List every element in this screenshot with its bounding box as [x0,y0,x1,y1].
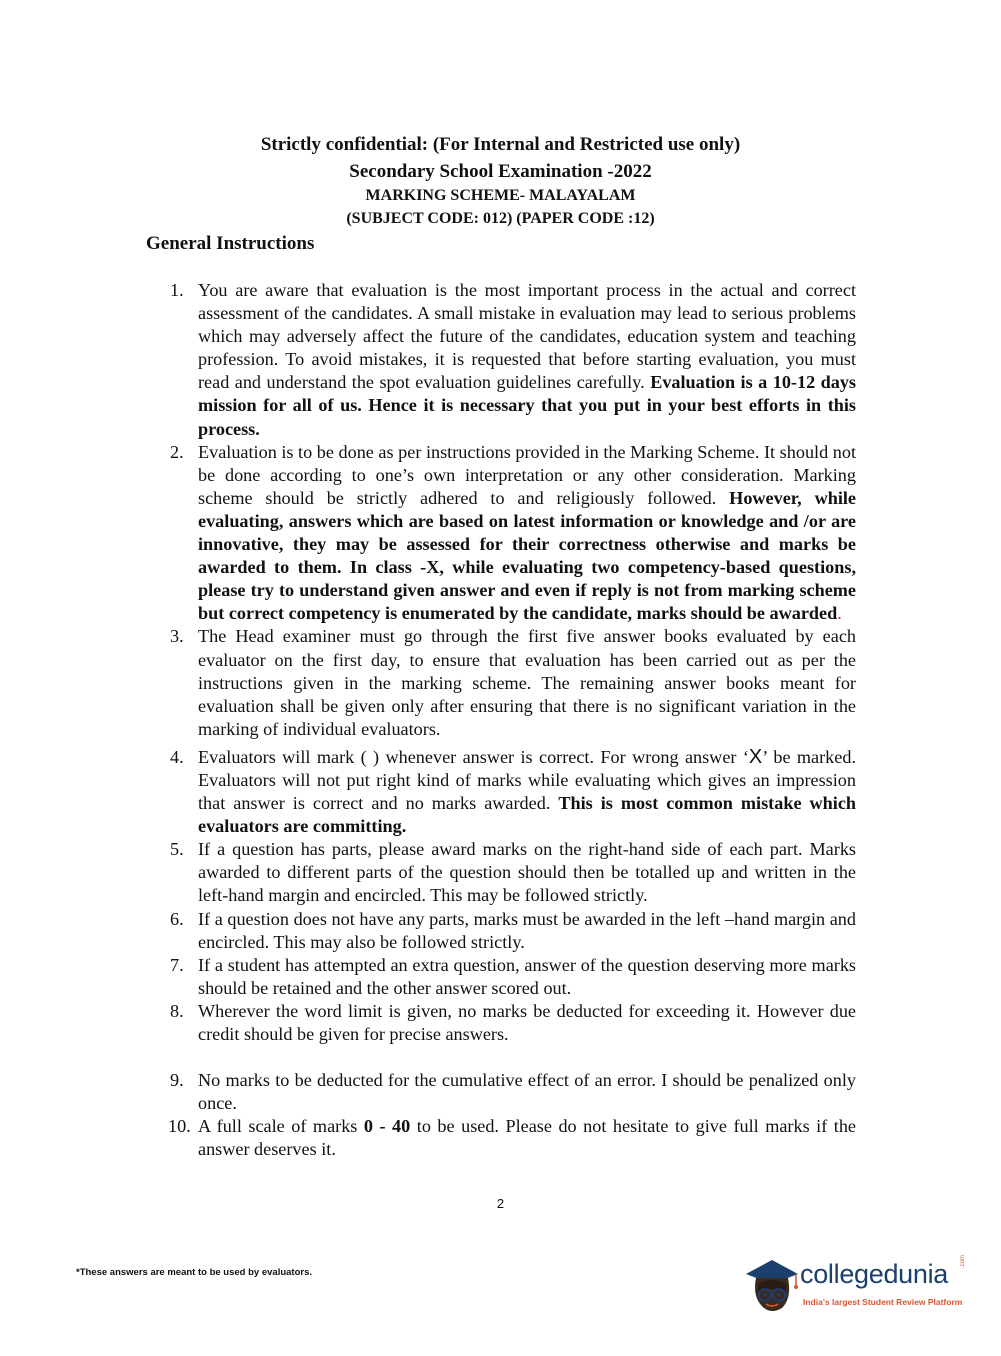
item-number: 5. [170,839,184,860]
item-text: Wherever the word limit is given, no marks be deducted for exceeding it. However due credit should be given for precise answers. [198,1000,856,1044]
confidential-heading: Strictly confidential: (For Internal and Restricted use only) [260,134,741,155]
item-number: 2. [170,441,184,462]
item-text: If a student has attempted an extra question, answer of the question deserving more marks should be retained and the other answer scored out. [198,954,856,998]
item-number: 6. [170,908,184,929]
item-bold-text: This is most common mistake which evaluators are committing. [198,793,857,837]
item-number: 9. [170,1070,184,1091]
item-bold-text: 0 - 40 [363,1116,411,1137]
instructions-list [168,279,856,1161]
collegedunia-logo[interactable] [742,1246,972,1326]
logo-suffix: .com [960,1254,966,1268]
item-text: You are aware that evaluation is the most important process in the actual and correct assessment of the candidates. A small mistake in evaluation may lead to serious problems which may adversely affect the future of the candidates, education system and teaching profession. To avoid mistakes, it is requested that before starting evaluation, you must read and understand the spot evaluation guidelines carefully. [198,280,856,393]
subject-code: (SUBJECT CODE: 012) (PAPER CODE :12) [346,210,655,227]
logo-name: collegedunia [800,1259,949,1289]
item-text: The Head examiner must go through the first five answer books evaluated by each evaluator on the first day, to ensure that evaluation has been carried out as per the instructions given in the marking scheme. The remaining answer books meant for evaluation shall be given only after ensuring that there is no significant variation in the marking of individual evaluators. [198,626,856,739]
item-number: 3. [170,626,184,647]
item-number: 4. [170,746,184,767]
mascot-icon [742,1246,800,1326]
instruction-item [168,625,856,740]
instruction-item [168,838,856,907]
item-text: A full scale of marks [198,1116,358,1137]
item-number: 8. [170,1000,184,1021]
item-bold-text: However, while evaluating, answers which are based on latest information or knowledge and /or are innovative, they may be assessed for their correctness otherwise and marks be awarded to them. In class -X, while evaluating two competency-based questions, please try to understand given answer and even if reply is not from marking scheme but correct competency is enumerated by the candidate, marks should be awarded [198,487,856,624]
cross-symbol: X [748,745,763,768]
item-text: If a question has parts, please award marks on the right-hand side of each part. Marks awarded to different parts of the question should then be totalled up and written in the left-hand margin and encircled. This may be followed strictly. [198,839,856,906]
instruction-item [168,1069,856,1115]
item-end: . [837,603,842,624]
item-text: to be used. Please do not hesitate to give full marks if the answer deserves it. [198,1116,856,1160]
logo-tagline: India's largest Student Review Platform [803,1297,963,1307]
item-bold-text: Evaluation is a 10-12 days mission for all of us. Hence it is necessary that you put in your best efforts in this process. [198,372,857,439]
instruction-item [168,441,856,626]
instruction-item [168,746,856,838]
marking-scheme-title: MARKING SCHEME- MALAYALAM [365,187,636,204]
item-number: 10. [168,1116,191,1137]
instruction-item [168,954,856,1000]
item-text: No marks to be deducted for the cumulative effect of an error. I should be penalized only once. [198,1070,856,1114]
item-number: 7. [170,954,184,975]
section-title: General Instructions [146,233,315,254]
instruction-item [168,1000,856,1046]
item-number: 1. [170,280,184,300]
item-text: Evaluation is to be done as per instructions provided in the Marking Scheme. It should not be done according to one’s own interpretation or any other consideration. Marking scheme should be strictly adhered to and religiously followed. [198,441,856,508]
instruction-item [168,279,856,441]
exam-title: Secondary School Examination -2022 [349,161,652,182]
instruction-item [168,1115,856,1161]
footnote: *These answers are meant to be used by evaluators. [76,1267,313,1278]
item-text: If a question does not have any parts, marks must be awarded in the left –hand margin and encircled. This may also be followed strictly. [198,908,856,952]
item-text: Evaluators will mark ( ) whenever answer is correct. For wrong answer ‘ [198,746,749,767]
instruction-item [168,908,856,954]
item-text: ’ be marked. Evaluators will not put right kind of marks while evaluating which gives an impression that answer is correct and no marks awarded. [198,746,856,814]
page-number: 2 [496,1196,505,1211]
